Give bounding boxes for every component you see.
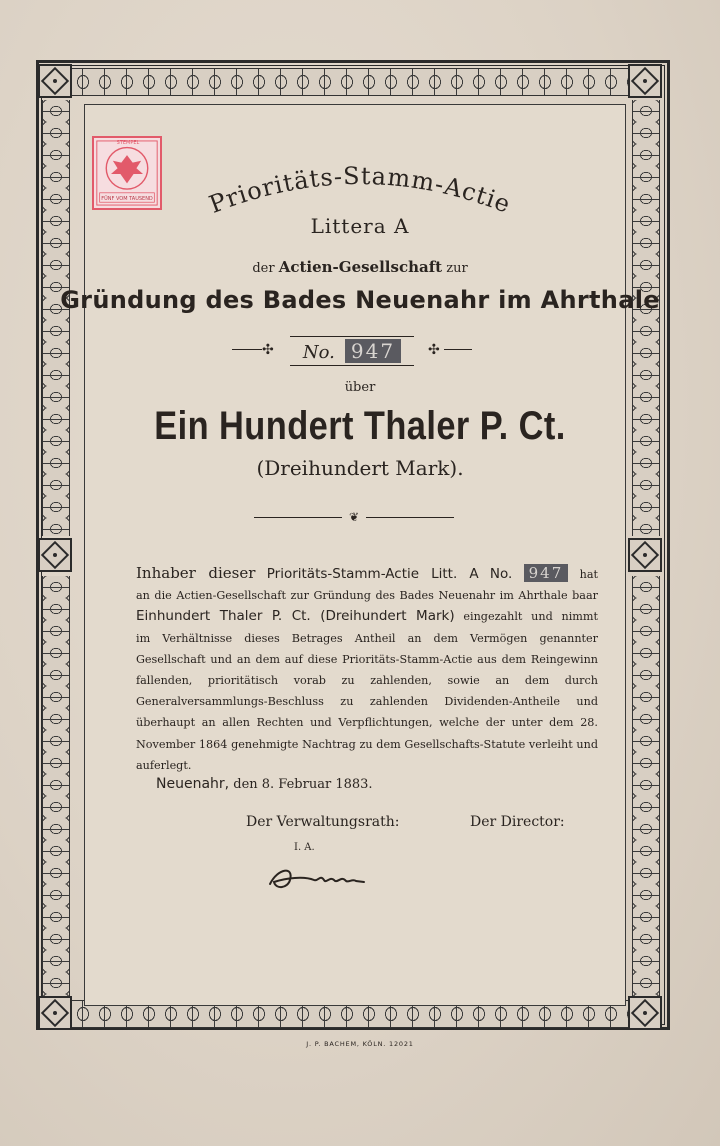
frame-band-left-lower (42, 576, 70, 996)
mid-ornament-left (38, 538, 72, 572)
company-line (0, 258, 720, 276)
certificate-number-box (232, 336, 472, 364)
place-date (156, 776, 373, 792)
rule-right (444, 349, 472, 350)
board-signature-label: Der Verwaltungsrath: (246, 814, 400, 830)
corner-ornament-top-left (38, 64, 72, 98)
body-amount-inline: Einhundert Thaler P. Ct. (Dreihundert Mark) (136, 608, 455, 625)
company-prefix: der (252, 261, 275, 276)
handwritten-signature (264, 862, 374, 894)
director-signature-label: Der Director: (470, 814, 565, 830)
frame-band-top (72, 68, 634, 96)
littera: Littera A (310, 214, 410, 238)
body-no-value: 947 (524, 564, 569, 582)
corner-ornament-top-right (628, 64, 662, 98)
body-line-3 (136, 606, 598, 627)
svg-text:Prioritäts-Stamm-Actie: Prioritäts-Stamm-Actie (205, 161, 515, 219)
number-label: No. (302, 342, 335, 363)
body-rest: im Verhältnisse dieses Betrages Antheil an dem Vermögen genannter Gesellschaft und an dem auf diese Prioritäts-Stamm-Actie aus dem Reingewinn fallenden, prioritätisch vorab zu zahlenden, sowie an dem durch Generalversammlungs-Beschluss zu zahlenden Dividenden-Antheile und überhaupt an allen Rechten und Verpflichtungen, welche der unter dem 28. November 1864 genehmigte Nachtrag zu dem Gesellschafts-Statute verleiht und auferlegt. (136, 631, 598, 772)
frame-band-right-lower (632, 576, 660, 996)
mid-ornament-right (628, 538, 662, 572)
body-line-2: an die Actien-Gesellschaft zur Gründung des Bades Neuenahr im Ahrthale baar (136, 589, 598, 603)
body-inhaber: Inhaber dieser (136, 564, 256, 582)
flourish-right-icon: ✣ (428, 342, 440, 358)
place-city: Neuenahr, (156, 776, 230, 792)
certificate-body (136, 563, 598, 776)
body-no-label: No. (489, 566, 513, 582)
stamp-text-bottom: FÜNF VOM TAUSEND (101, 196, 153, 202)
body-line3-rest: eingezahlt und nimmt (463, 610, 598, 624)
amount-mark: (Dreihundert Mark). (256, 456, 464, 480)
ueber-label: über (344, 380, 376, 395)
corner-ornament-bottom-left (38, 996, 72, 1030)
company-suffix: zur (446, 261, 468, 276)
body-line-1 (136, 563, 598, 585)
corner-ornament-bottom-right (628, 996, 662, 1030)
divider-ornament-icon: ❦ (342, 510, 366, 524)
stamp-text-top: STEMPEL (116, 140, 140, 146)
ia-label: I. A. (294, 842, 315, 853)
body-share-ref: Prioritäts-Stamm-Actie Litt. A (266, 566, 479, 582)
rule-left (232, 349, 262, 350)
company-purpose: Gründung des Bades Neuenahr im Ahrthale (60, 286, 660, 314)
number-frame (290, 336, 414, 366)
company-name: Actien-Gesellschaft (278, 258, 443, 276)
printer-imprint: J. P. BACHEM, KÖLN. 12021 (306, 1040, 414, 1048)
amount-heading: Ein Hundert Thaler P. Ct. (154, 404, 566, 448)
flourish-left-icon: ✣ (262, 342, 274, 358)
body-hat: hat (579, 568, 598, 581)
number-value: 947 (345, 339, 401, 363)
ornamental-divider (254, 512, 454, 524)
place-date-text: den 8. Februar 1883. (233, 777, 373, 792)
